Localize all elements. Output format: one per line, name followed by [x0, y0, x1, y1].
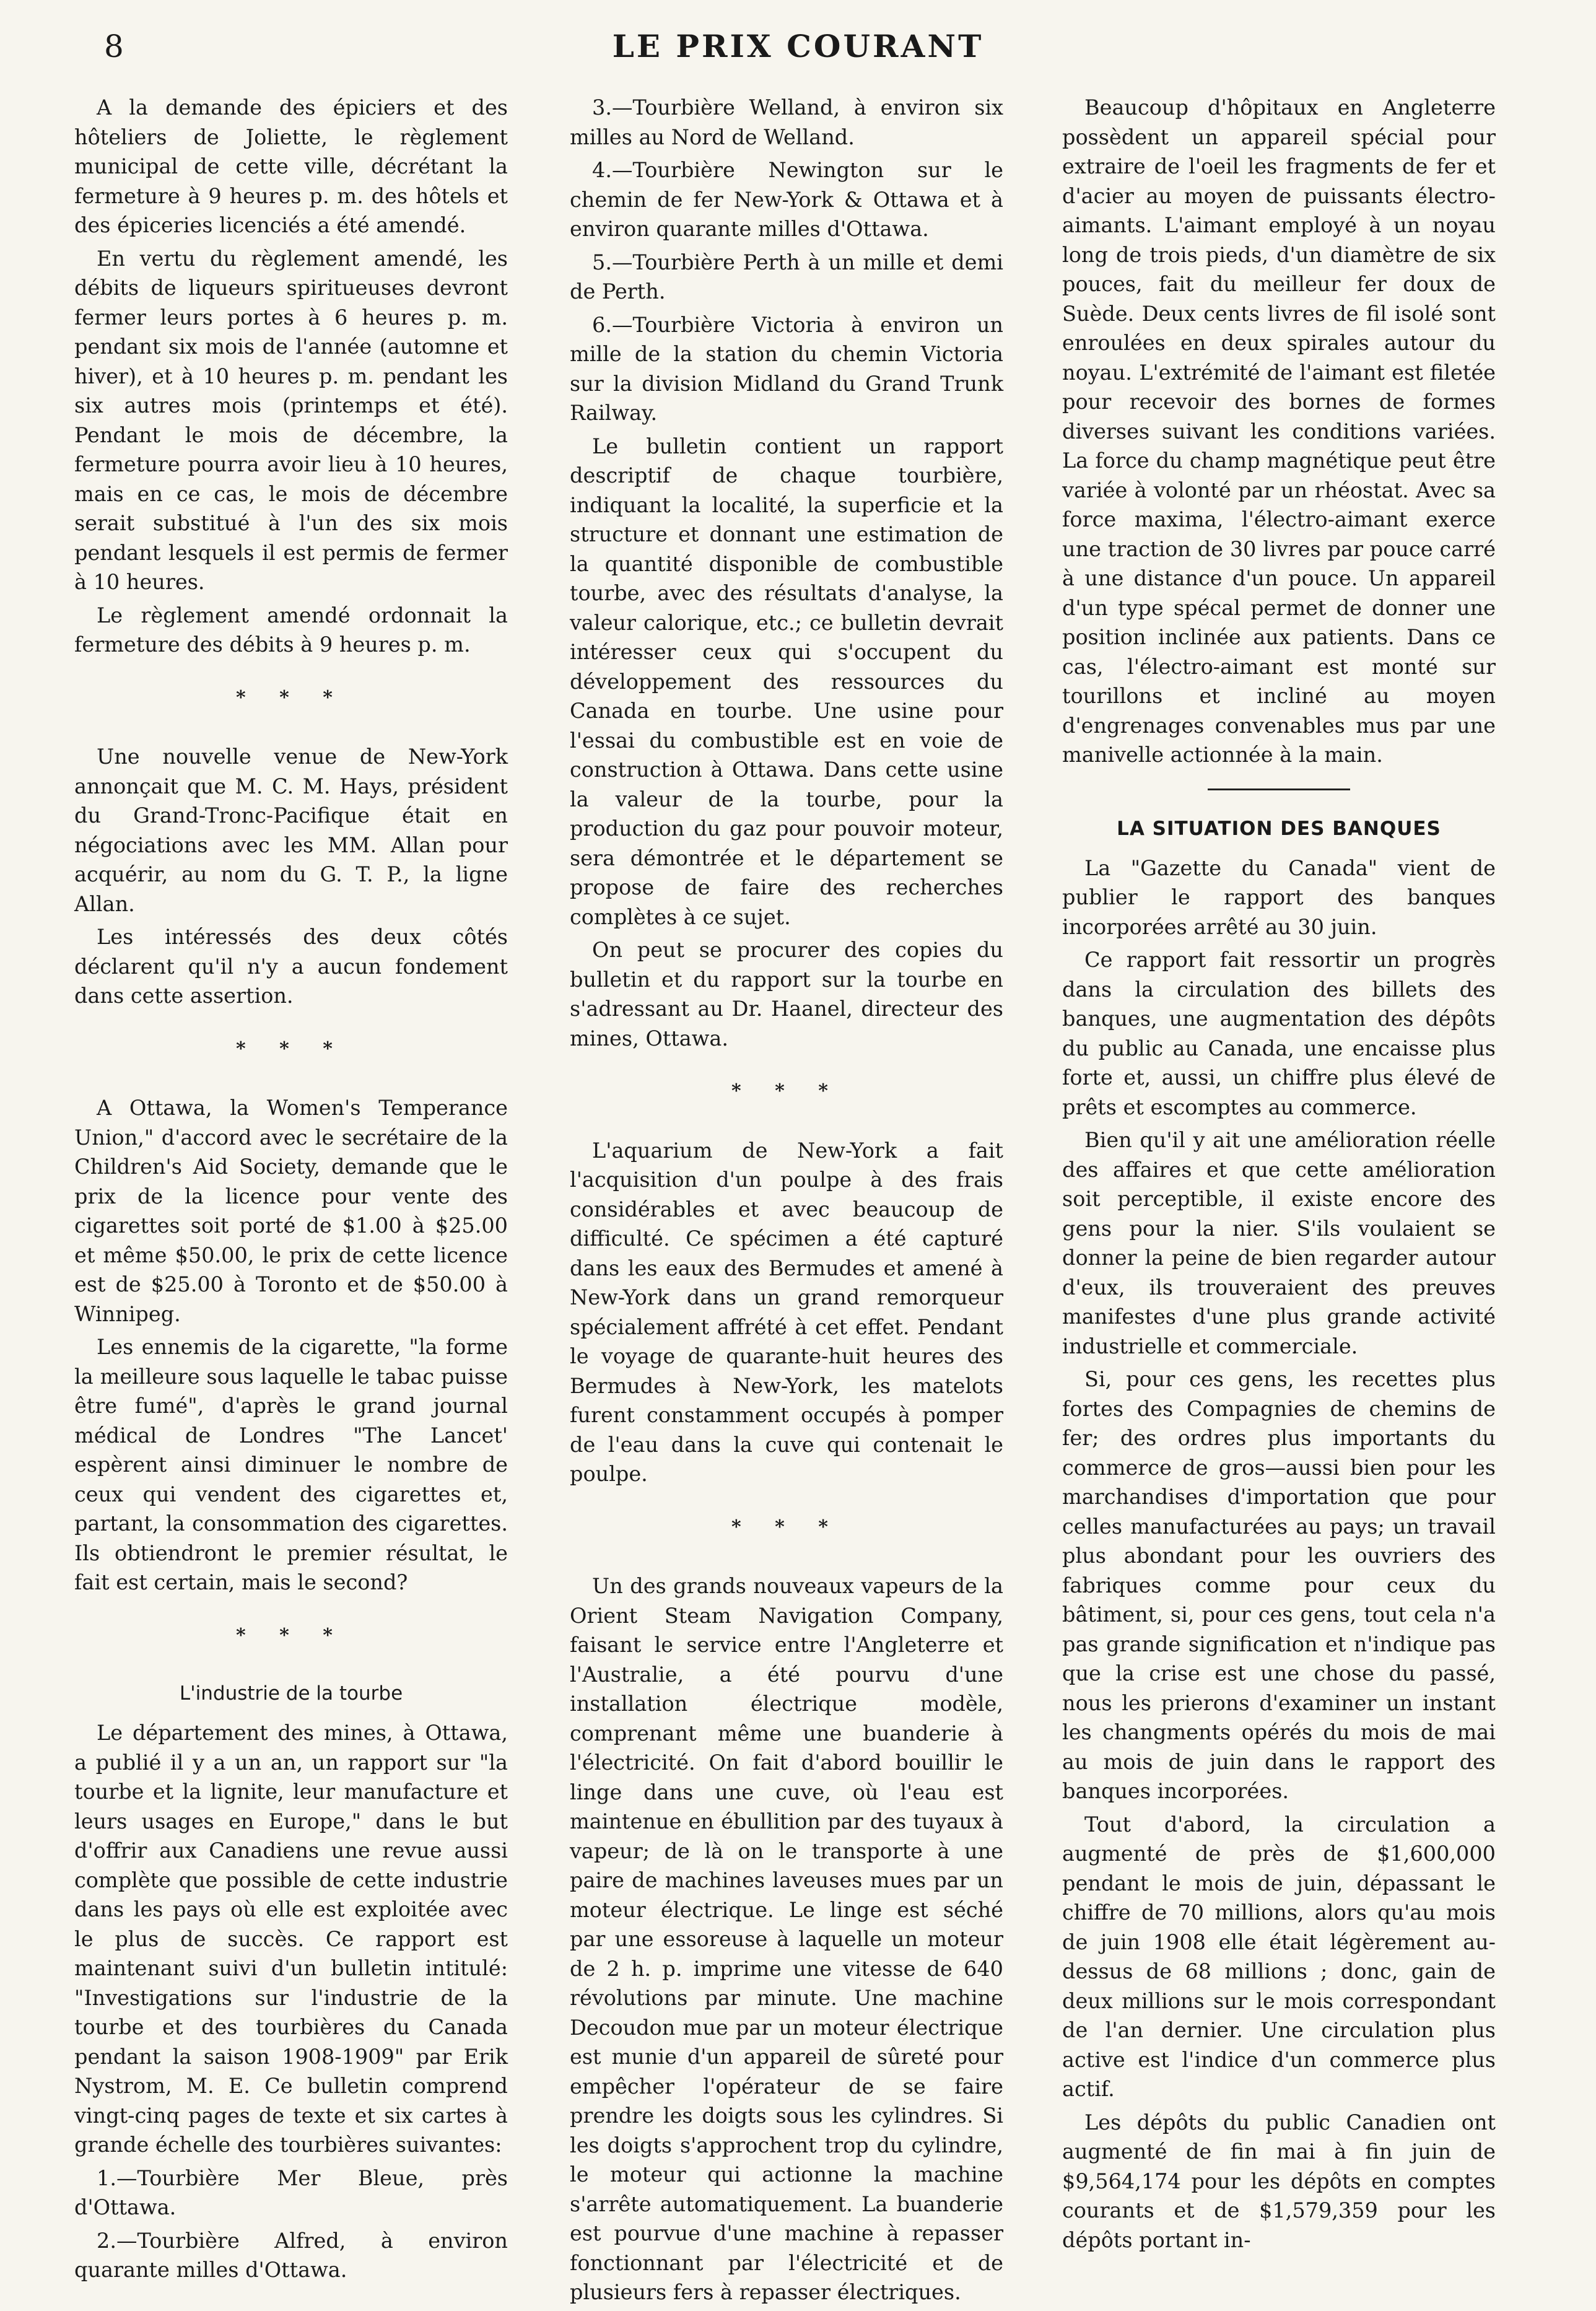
column-left: [74, 93, 508, 2289]
page-number: 8: [104, 28, 124, 64]
paragraph-bulletin: Le bulletin contient un rapport descriptif de chaque tourbière, indiquant la localité, la superficie et la structure et donnant une estimation de la quantité disponible de combustible tourbe, avec des résultats d'analyse, la valeur calorique, etc.; ce bulletin devrait intéresser ceux qui s'occupent du développement des ressources du Canada en tourbe. Une usine pour l'essai du combustible est en voie de construction à Ottawa. Dans cette usine la valeur de la tourbe, pour la production du gaz pour pouvoir moteur, sera démontrée et le département se propose de faire des recherches complètes à ce sujet.: [570, 434, 1003, 929]
paragraph-banques-4: Si, pour ces gens, les recettes plus fortes des Compagnies de chemins de fer; des ordres plus importants du commerce de gros—aussi bien pour les marchandises d'importation que pour celles manufacturées au pays; un travail plus abondant pour les ouvriers des fabriques comme pour ceux du bâtiment, si, pour ces gens, tout cela n'a pas grande signification et n'indique pas que la crise est une chose du passé, nous les prierons d'examiner un instant les changments opérés du mois de mai au mois de juin dans le rapport des banques incorporées.: [1062, 1367, 1496, 1803]
list-item-tourbiere-2: 2.—Tourbière Alfred, à environ quarante milles d'Ottawa.: [74, 2228, 508, 2282]
section-separator: * * *: [236, 686, 346, 709]
list-item-tourbiere-6: 6.—Tourbière Victoria à environ un mille de la station du chemin Victoria sur la division Midland du Grand Trunk Railway.: [570, 312, 1003, 425]
paragraph-vapeur: Un des grands nouveaux vapeurs de la Orient Steam Navigation Company, faisant le service entre l'Angleterre et l'Australie, a été pourvu d'une installation électrique modèle, comprenant même une buanderie à l'électricité. On fait d'abord bouillir le linge dans une cuve, où l'eau est maintenue en ébullition par des tuyaux à vapeur; de là on le transporte à une paire de machines laveuses mues par un moteur électrique. Le linge est séché par une essoreuse à laquelle un moteur de 2 h. p. imprime une vitesse de 640 révolutions par minute. Une machine Decoudon mue par un moteur électrique est munie d'un appareil de sûreté pour empêcher l'opérateur de se faire prendre les doigts sous les cylindres. Si les doigts s'approchent trop du cylindre, le moteur qui actionne la machine s'arrête automatiquement. La buanderie est pourvue d'une machine à repasser fonctionnant par l'électricité et de plusieurs fers à repasser électriques.: [570, 1574, 1003, 2304]
paragraph-banques-2: Ce rapport fait ressortir un progrès dans la circulation des billets des banques, une augmentation des dépôts du public au Canada, une encaisse plus forte et, aussi, un chiffre plus élevé de prêts et escomptes au commerce.: [1062, 948, 1496, 1119]
list-item-tourbiere-4: 4.—Tourbière Newington sur le chemin de fer New-York & Ottawa et à environ quarante milles d'Ottawa.: [570, 158, 1003, 241]
column-right: [1062, 93, 1496, 2258]
section-separator: * * *: [731, 1080, 842, 1102]
section-separator: * * *: [731, 1516, 842, 1538]
paragraph-allan-2: Les intéressés des deux côtés déclarent qu'il n'y a aucun fondement dans cette assertion.: [74, 925, 508, 1008]
paragraph-bulletin-2: On peut se procurer des copies du bulletin et du rapport sur la tourbe en s'adressant au Dr. Haanel, directeur des mines, Ottawa.: [570, 938, 1003, 1051]
section-title-tourbe: L'industrie de la tourbe: [179, 1682, 403, 1705]
paragraph-banques-1: La "Gazette du Canada" vient de publier le rapport des banques incorporées arrêté au 30 juin.: [1062, 855, 1496, 939]
list-item-tourbiere-5: 5.—Tourbière Perth à un mille et demi de Perth.: [570, 250, 1003, 304]
section-divider: [1208, 789, 1350, 790]
paragraph-joliette-2: En vertu du règlement amendé, les débits de liqueurs spiritueuses devront fermer leurs portes à 6 heures p. m. pendant six mois de l'année (automne et hiver), et à 10 heures p. m. pendant les six autres mois (printemps et été). Pendant le mois de décembre, la fermeture pourra avoir lieu à 10 heures, mais en ce cas, le mois de décembre serait substitué à l'un des six mois pendant lesquels il est permis de fermer à 10 heures.: [74, 246, 508, 594]
paragraph-hopitaux: Beaucoup d'hôpitaux en Angleterre possèdent un appareil spécial pour extraire de l'oeil les fragments de fer et d'acier au moyen de puissants électro-aimants. L'aimant employé à un noyau long de trois pieds, d'un diamètre de six pouces, fait du meilleur fer doux de Suède. Deux cents livres de fil isolé sont enroulées en deux spirales autour du noyau. L'extrémité de l'aimant est filetée pour recevoir des bornes de formes diverses suivant les conditions variées. La force du champ magnétique peut être variée à volonté par un rhéostat. Avec sa force maxima, l'électro-aimant exerce une traction de 30 livres par pouce carré à une distance d'un pouce. Un appareil d'un type spécal permet de donner une position inclinée aux patients. Dans ce cas, l'électro-aimant est monté sur tourillons et incliné au moyen d'engrenages convenables mus par une manivelle actionnée à la main.: [1062, 95, 1496, 767]
paragraph-joliette: A la demande des épiciers et des hôteliers de Joliette, le règlement municipal de cette ville, décrétant la fermeture à 9 heures p. m. des hôtels et des épiceries licenciés a été amendé.: [74, 95, 508, 237]
section-separator: * * *: [236, 1038, 346, 1060]
section-title-banques: LA SITUATION DES BANQUES: [1117, 817, 1441, 840]
paragraph-banques-3: Bien qu'il y ait une amélioration réelle des affaires et que cette amélioration soit perceptible, il existe encore des gens pour la nier. S'ils voulaient se donner la peine de bien regarder autour d'eux, ils trouveraient des preuves manifestes d'une plus grande activité industrielle et commerciale.: [1062, 1128, 1496, 1358]
list-item-tourbiere-1: 1.—Tourbière Mer Bleue, près d'Ottawa.: [74, 2165, 508, 2219]
paragraph-tourbe: Le département des mines, à Ottawa, a publié il y a un an, un rapport sur "la tourbe et la lignite, leur manufacture et leurs usages en Europe," dans le but d'offrir aux Canadiens une revue aussi complète que possible de cette industrie dans les pays où elle est exploitée avec le plus de succès. Ce rapport est maintenant suivi d'un bulletin intitulé: "Investigations sur l'industrie de la tourbe et des tourbières du Canada pendant la saison 1908-1909" par Erik Nystrom, M. E. Ce bulletin comprend vingt-cinq pages de texte et six cartes à grande échelle des tourbières suivantes:: [74, 1721, 508, 2157]
paragraph-joliette-3: Le règlement amendé ordonnait la fermeture des débits à 9 heures p. m.: [74, 603, 508, 657]
paragraph-allan: Une nouvelle venue de New-York annonçait que M. C. M. Hays, président du Grand-Tronc-Pacifique était en négociations avec les MM. Allan pour acquérir, au nom du G. T. P., la ligne Allan.: [74, 745, 508, 916]
section-separator: * * *: [236, 1624, 346, 1646]
paragraph-aquarium: L'aquarium de New-York a fait l'acquisition d'un poulpe à des frais considérables et avec beaucoup de difficulté. Ce spécimen a été capturé dans les eaux des Bermudes et amené à New-York dans un grand remorqueur spécialement affrété à cet effet. Pendant le voyage de quarante-huit heures des Bermudes à New-York, les matelots furent constamment occupés à pomper de l'eau dans la cuve qui contenait le poulpe.: [570, 1138, 1003, 1486]
masthead-title: LE PRIX COURANT: [612, 28, 984, 64]
page-header: [0, 25, 1596, 74]
list-item-tourbiere-3: 3.—Tourbière Welland, à environ six milles au Nord de Welland.: [570, 95, 1003, 149]
paragraph-cigarettes: A Ottawa, la Women's Temperance Union," d'accord avec le secrétaire de la Children's Aid Society, demande que le prix de la licence pour vente des cigarettes soit porté de $1.00 à $25.00 et même $50.00, le prix de cette licence est de $25.00 à Toronto et de $50.00 à Winnipeg.: [74, 1096, 508, 1326]
paragraph-banques-5: Tout d'abord, la circulation a augmenté de près de $1,600,000 pendant le mois de juin, dépassant le chiffre de 70 millions, alors qu'au mois de juin 1908 elle était légèrement au-dessus de 68 millions ; donc, gain de deux millions sur le mois correspondant de l'an dernier. Une circulation plus active est l'indice d'un commerce plus actif.: [1062, 1812, 1496, 2101]
paragraph-cigarettes-2: Les ennemis de la cigarette, "la forme la meilleure sous laquelle le tabac puisse être fumé", d'après le grand journal médical de Londres "The Lancet' espèrent ainsi diminuer le nombre de ceux qui vendent des cigarettes et, partant, la consommation des cigarettes. Ils obtiendront le premier résultat, le fait est certain, mais le second?: [74, 1335, 508, 1594]
paragraph-banques-6: Les dépôts du public Canadien ont augmenté de fin mai à fin juin de $9,564,174 pour les dépôts en comptes courants et de $1,579,359 pour les dépôts portant in-: [1062, 2110, 1496, 2252]
column-middle: [570, 93, 1003, 2311]
